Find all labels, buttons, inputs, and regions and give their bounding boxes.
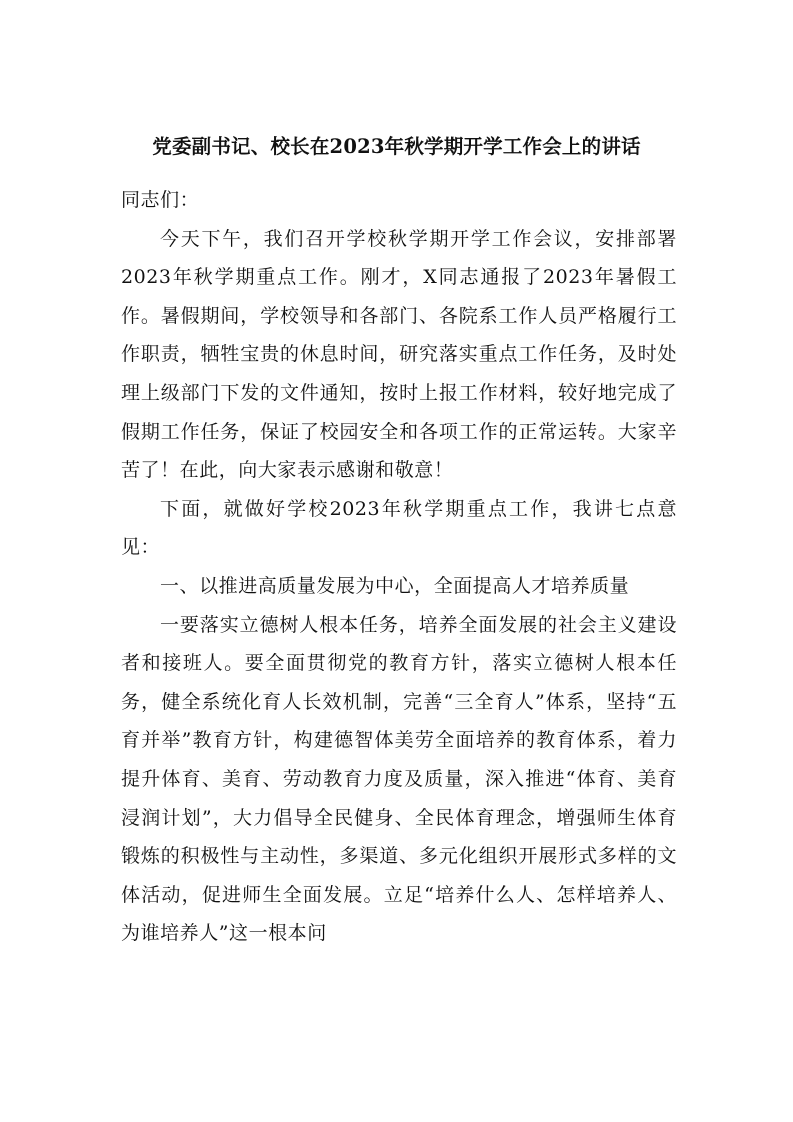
paragraph-opening: 今天下午，我们召开学校秋学期开学工作会议，安排部署2023年秋学期重点工作。刚才，X同志通报了2023年暑假工作。暑假期间，学校领导和各部门、各院系工作人员严格履行工作职责，牺牲宝贵的休息时间，研究落实重点工作任务，及时处理上级部门下发的文件通知，按时上报工作材料，较好地完成了假期工作任务，保证了校园安全和各项工作的正常运转。大家辛苦了！在此，向大家表示感谢和敬意！ xyxy=(121,227,677,482)
salutation: 同志们： xyxy=(121,189,200,211)
document-title: 党委副书记、校长在2023年秋学期开学工作会上的讲话 xyxy=(152,135,641,158)
paragraph-intro-points: 下面，就做好学校2023年秋学期重点工作，我讲七点意见： xyxy=(121,497,677,559)
document-body xyxy=(121,181,677,953)
section-heading-one: 一、以推进高质量发展为中心，全面提高人才培养质量 xyxy=(160,574,630,597)
paragraph-point-one: 一要落实立德树人根本任务，培养全面发展的社会主义建设者和接班人。要全面贯彻党的教育方针，落实立德树人根本任务，健全系统化育人长效机制，完善“三全育人”体系，坚持“五育并举”教育方针，构建德智体美劳全面培养的教育体系，着力提升体育、美育、劳动教育力度及质量，深入推进“体育、美育浸润计划”，大力倡导全民健身、全民体育理念，增强师生体育锻炼的积极性与主动性，多渠道、多元化组织开展形式多样的文体活动，促进师生全面发展。立足“培养什么人、怎样培养人、为谁培养人”这一根本问 xyxy=(121,613,677,945)
